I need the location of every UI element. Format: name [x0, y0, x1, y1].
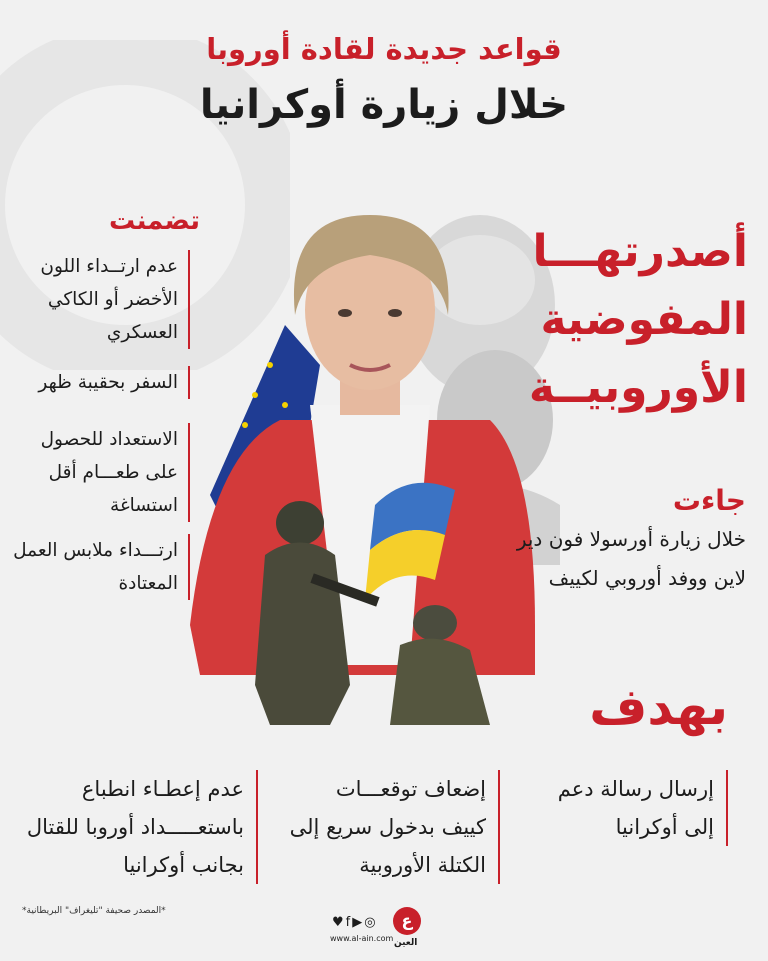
goal-item-3: عدم إعطـاء انطباع باستعـــــداد أوروبا للقتال بجانب أوكرانيا	[19, 770, 258, 884]
includes-item-1: عدم ارتــداء اللون الأخضر أو الكاكي العسكري	[8, 250, 190, 349]
aim-heading: بهدف	[589, 678, 728, 736]
source-note: *المصدر صحيفة "تليغراف" البريطانية*	[22, 906, 166, 916]
goal-item-1: إرسال رسالة دعم إلى أوكرانيا	[534, 770, 728, 846]
title-line-2: خلال زيارة أوكرانيا	[199, 82, 569, 128]
includes-item-3: الاستعداد للحصول على طعـــام أقل استساغة	[8, 423, 190, 522]
social-icons[interactable]: ♥f▶◎	[332, 915, 378, 930]
issued-line-2: المفوضية	[540, 294, 748, 345]
title-line-1: قواعد جديدة لقادة أوروبا	[206, 32, 562, 66]
website-url[interactable]: www.al-ain.com	[330, 934, 394, 943]
issued-by-heading	[498, 218, 748, 422]
came-text: خلال زيارة أورسولا فون دير لاين ووفد أوروبي لكييف	[516, 527, 746, 590]
brand-logo-icon: ع	[393, 907, 421, 935]
brand-name: العين	[394, 938, 418, 948]
came-heading: جاءت	[672, 484, 746, 517]
includes-heading: تضمنت	[109, 206, 200, 236]
goal-item-2: إضعاف توقعـــات كييف بدخول سريع إلى الكتلة الأوروبية	[286, 770, 500, 884]
includes-item-2: السفر بحقيبة ظهر	[8, 366, 190, 399]
issued-line-3: الأوروبيــة	[528, 362, 748, 413]
issued-line-1: أصدرتهـــا	[532, 226, 748, 277]
includes-item-4: ارتـــداء ملابس العمل المعتادة	[8, 534, 190, 600]
